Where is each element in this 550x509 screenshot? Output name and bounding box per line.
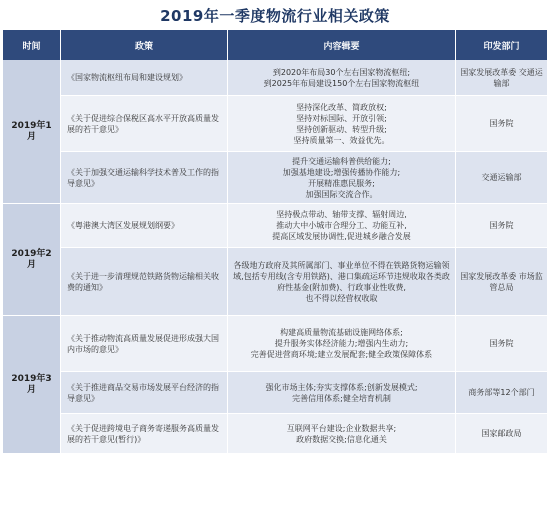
time-cell: 2019年1月 — [3, 60, 61, 204]
table-row — [3, 372, 547, 414]
content-line: 到2025年布局建设150个左右国家物流枢纽 — [263, 78, 420, 88]
content-cell — [228, 152, 456, 204]
table-row — [3, 96, 547, 152]
content-line: 政府数据交换;信息化通关 — [296, 434, 387, 444]
content-line: 强化市场主体;夯实支撑体系;创新发展模式; — [265, 382, 418, 392]
content-line: 开展精准惠民服务; — [308, 178, 375, 188]
dept-cell: 商务部等12个部门 — [456, 372, 547, 414]
content-line: 互联网平台建设;企业数据共享; — [286, 423, 397, 433]
content-line: 坚持创新驱动、转型升级; — [296, 124, 387, 134]
policy-cell: 《关于推进商品交易市场发展平台经济的指导意见》 — [61, 372, 228, 414]
content-line: 完善促进营商环境;建立发展配套;健全政策保障体系 — [250, 350, 433, 359]
dept-cell: 国务院 — [456, 96, 547, 152]
policy-table — [3, 30, 547, 454]
policy-cell: 《国家物流枢纽布局和建设规划》 — [61, 60, 228, 96]
content-line: 也不得以经营权收取 — [305, 293, 378, 303]
policy-cell: 《关于加强交通运输科学技术普及工作的指导意见》 — [61, 152, 228, 204]
policy-cell: 《关于促进跨境电子商务寄递服务高质量发展的若干意见(暂行)》 — [61, 414, 228, 454]
content-cell — [228, 204, 456, 248]
policy-cell: 《粤港澳大湾区发展规划纲要》 — [61, 204, 228, 248]
header-dept: 印发部门 — [456, 30, 547, 60]
dept-cell: 国家发展改革委 市场监管总局 — [456, 248, 547, 316]
content-cell — [228, 414, 456, 454]
table-header-row — [3, 30, 547, 60]
content-cell — [228, 372, 456, 414]
content-line: 坚持质量第一、效益优先。 — [293, 135, 390, 145]
dept-cell: 国务院 — [456, 316, 547, 372]
content-line: 坚持极点带动、轴带支撑、辐射周边, — [276, 210, 407, 219]
content-line: 加强国际交流合作。 — [305, 189, 378, 199]
content-cell — [228, 316, 456, 372]
table-row — [3, 204, 547, 248]
content-line: 到2020年布局30个左右国家物流枢纽; — [272, 67, 411, 77]
content-line: 推动大中小城市合理分工、功能互补, — [276, 221, 407, 230]
page-title: 2019年一季度物流行业相关政策 — [160, 7, 390, 25]
content-line: 完善信用体系;健全培育机制 — [292, 393, 391, 403]
content-line: 构建高质量物流基础设施网络体系; — [280, 328, 403, 337]
table-row — [3, 414, 547, 454]
content-line: 提高区域发展协调性,促进城乡融合发展 — [272, 232, 411, 241]
policy-cell: 《关于推动物流高质量发展促进形成强大国内市场的意见》 — [61, 316, 228, 372]
header-policy: 政策 — [61, 30, 228, 60]
time-cell: 2019年3月 — [3, 316, 61, 454]
header-content: 内容辑要 — [228, 30, 456, 60]
content-line: 加强基地建设;增强传播协作能力; — [282, 167, 401, 177]
content-line: 坚持深化改革、简政放权; — [296, 102, 387, 112]
content-cell — [228, 96, 456, 152]
content-line: 坚持对标国际、开放引领; — [296, 113, 387, 123]
dept-cell: 国家发展改革委 交通运输部 — [456, 60, 547, 96]
content-cell — [228, 248, 456, 316]
content-line: 提升交通运输科普供给能力; — [292, 156, 391, 166]
table-row — [3, 60, 547, 96]
policy-cell: 《关于进一步清理规范铁路货物运输相关收费的通知》 — [61, 248, 228, 316]
table-row — [3, 248, 547, 316]
content-line: 各级地方政府及其所属部门、事业单位不得在铁路货物运输领域,包括专用线(含专用铁路)、港口集疏运环节违规收取各类政府性基金(附加费)、行政事业性收费, — [233, 260, 450, 292]
time-cell: 2019年2月 — [3, 204, 61, 316]
content-cell — [228, 60, 456, 96]
table-row — [3, 152, 547, 204]
policy-cell: 《关于促进综合保税区高水平开放高质量发展的若干意见》 — [61, 96, 228, 152]
table-row — [3, 316, 547, 372]
dept-cell: 国务院 — [456, 204, 547, 248]
dept-cell: 交通运输部 — [456, 152, 547, 204]
header-time: 时间 — [3, 30, 61, 60]
content-line: 提升服务实体经济能力;增强内生动力; — [274, 339, 409, 348]
dept-cell: 国家邮政局 — [456, 414, 547, 454]
